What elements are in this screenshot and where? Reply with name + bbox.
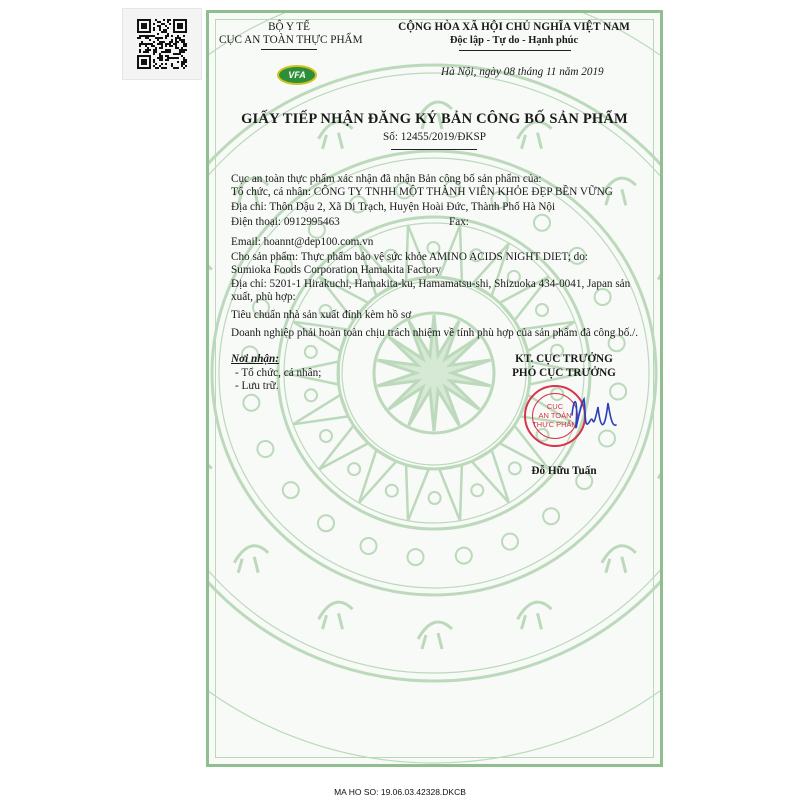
document-number: Số: 12455/2019/ĐKSP [383, 131, 486, 143]
handwritten-signature [564, 385, 624, 445]
header-right-rule [459, 50, 571, 51]
stamp-text-2: AN TOÀN [538, 411, 572, 420]
country-name: CỘNG HÒA XÃ HỘI CHỦ NGHĨA VIỆT NAM [398, 21, 630, 33]
certificate-sheet [206, 10, 663, 767]
phone-line: Điện thoại: 0912995463 [231, 216, 340, 228]
title-rule [391, 149, 477, 150]
dossier-code: MA HO SO: 19.06.03.42328.DKCB [334, 787, 466, 797]
header-left-rule [261, 49, 317, 50]
stamp-text-1: CỤC [546, 402, 564, 411]
product-address-2: xuất, phù hợp: [231, 291, 296, 303]
recipient-item: - Tổ chức, cá nhân; [235, 367, 322, 379]
signature-title-1: KT. CỤC TRƯỞNG [515, 353, 613, 365]
responsibility-line: Doanh nghiệp phải hoàn toàn chịu trách nhiệm về tính phù hợp của sản phẩm đã công bố./. [231, 327, 639, 339]
fax-line: Fax: [449, 216, 469, 228]
organization-line: Tổ chức, cá nhân: CÔNG TY TNHH MỘT THÀNH VIÊN KHỎE ĐẸP BỀN VỮNG [231, 186, 613, 198]
department-name: CỤC AN TOÀN THỰC PHẨM [219, 34, 363, 46]
recipients-heading: Nơi nhận: [231, 353, 279, 365]
vfa-logo: VFA [277, 65, 317, 85]
ministry-name: BỘ Y TẾ [268, 21, 310, 33]
place-date: Hà Nội, ngày 08 tháng 11 năm 2019 [441, 66, 604, 78]
stamp-text-3: THỰC PHẨM [532, 420, 578, 429]
signer-name: Đỗ Hữu Tuấn [531, 465, 597, 477]
qr-code [122, 8, 202, 80]
intro-line: Cục an toàn thực phẩm xác nhận đã nhận Bản công bố sản phẩm của: [231, 173, 542, 185]
standard-line: Tiêu chuẩn nhà sản xuất đính kèm hồ sơ [231, 309, 412, 321]
product-line-1: Cho sản phẩm: Thực phẩm bảo vệ sức khỏe AMINO ACIDS NIGHT DIET; do: [231, 251, 588, 263]
document-title: GIẤY TIẾP NHẬN ĐĂNG KÝ BẢN CÔNG BỐ SẢN PHẨM [241, 111, 628, 127]
recipient-item: - Lưu trữ. [235, 380, 279, 392]
national-motto: Độc lập - Tự do - Hạnh phúc [449, 35, 579, 46]
address-line: Địa chỉ: Thôn Dậu 2, Xã Di Trạch, Huyện Hoài Đức, Thành Phố Hà Nội [231, 201, 556, 213]
product-address-1: Địa chỉ: 5201-1 Hirakuchi, Hamakita-ku, Hamamatsu-shi, Shizuoka 434-0041, Japan sản [231, 278, 631, 290]
qr-code-icon [137, 19, 187, 69]
email-line: Email: hoannt@dep100.com.vn [231, 236, 374, 248]
product-line-2: Sumioka Foods Corporation Hamakita Factory [231, 264, 442, 276]
signature-title-2: PHÓ CỤC TRƯỞNG [512, 367, 616, 379]
